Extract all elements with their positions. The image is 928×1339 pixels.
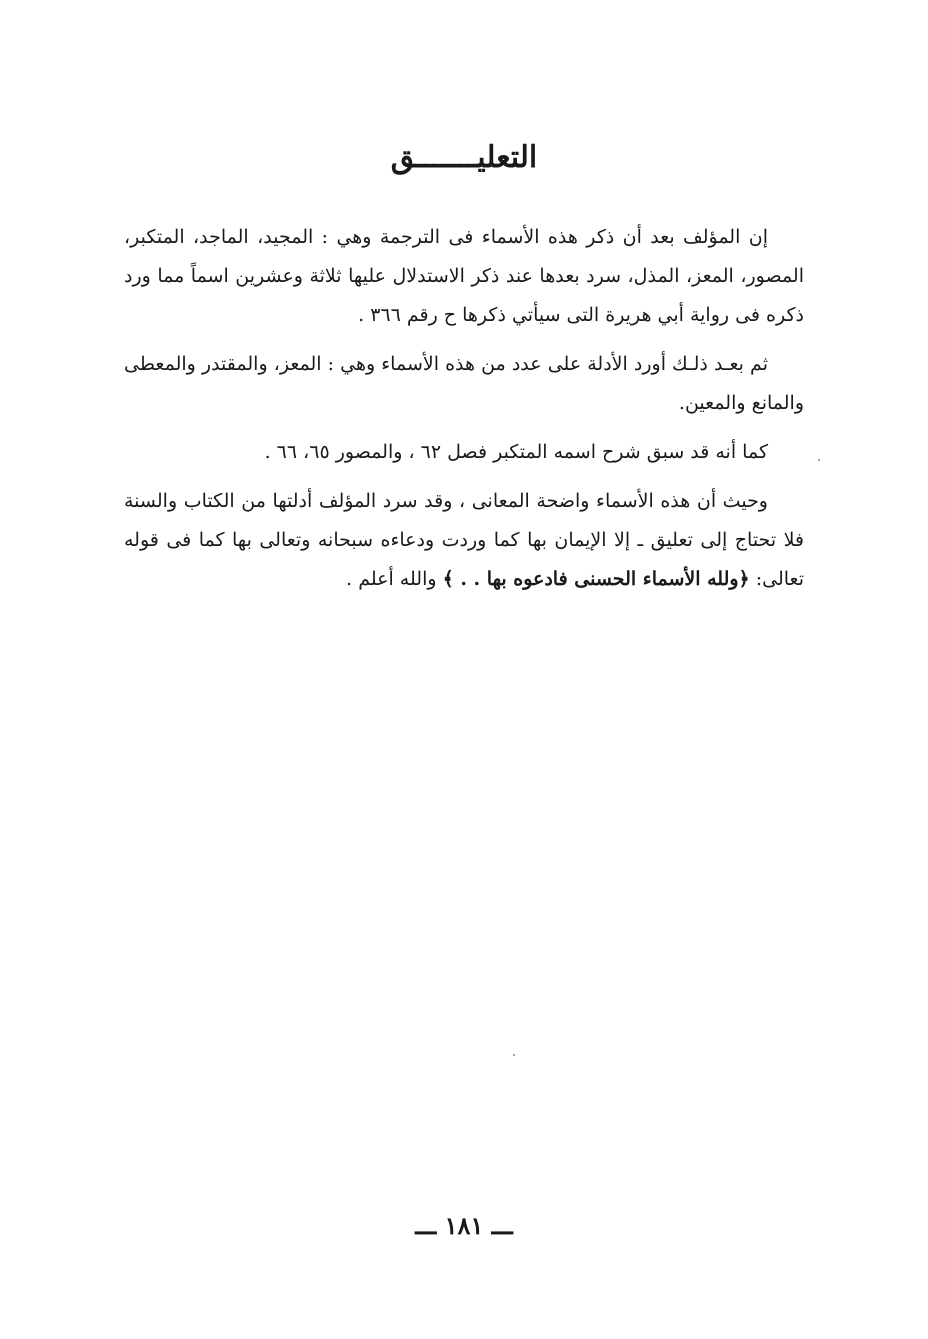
paragraph-4-tail: والله أعلم . bbox=[346, 568, 443, 590]
commentary-body bbox=[124, 218, 804, 609]
page-title: التعليـــــــق bbox=[390, 140, 538, 175]
scan-speck bbox=[818, 459, 820, 461]
page-number: ـــ ١٨١ ـــ bbox=[415, 1211, 513, 1240]
quran-quote: ﴿ولله الأسماء الحسنى فادعوه بها . . ﴾ bbox=[442, 568, 750, 590]
scan-speck bbox=[513, 1054, 515, 1056]
paragraph-4 bbox=[124, 482, 804, 599]
paragraph-4-lead: وحيث أن هذه الأسماء واضحة المعانى ، وقد سرد المؤلف أدلتها من الكتاب والسنة فلا تحتاج إلى تعليق ـ إلا الإيمان بها كما وردت ودعاءه سبحانه وتعالى بها كما فى قوله تعالى: bbox=[124, 490, 804, 590]
paragraph-2: ثم بعـد ذلـك أورد الأدلة على عدد من هذه الأسماء وهي : المعز، والمقتدر والمعطى والمانع والمعين. bbox=[124, 353, 804, 414]
paragraph-3: كما أنه قد سبق شرح اسمه المتكبر فصل ٦٢ ، والمصور ٦٥، ٦٦ . bbox=[264, 441, 768, 463]
paragraph-1: إن المؤلف بعد أن ذكر هذه الأسماء فى الترجمة وهي : المجيد، الماجد، المتكبر، المصور، المعز، المذل، سرد بعدها عند ذكر الاستدلال عليها ثلاثة وعشرين اسماً مما ورد ذكره فى رواية أبي هريرة التى سيأتي ذكرها ح رقم ٣٦٦ . bbox=[124, 226, 804, 326]
